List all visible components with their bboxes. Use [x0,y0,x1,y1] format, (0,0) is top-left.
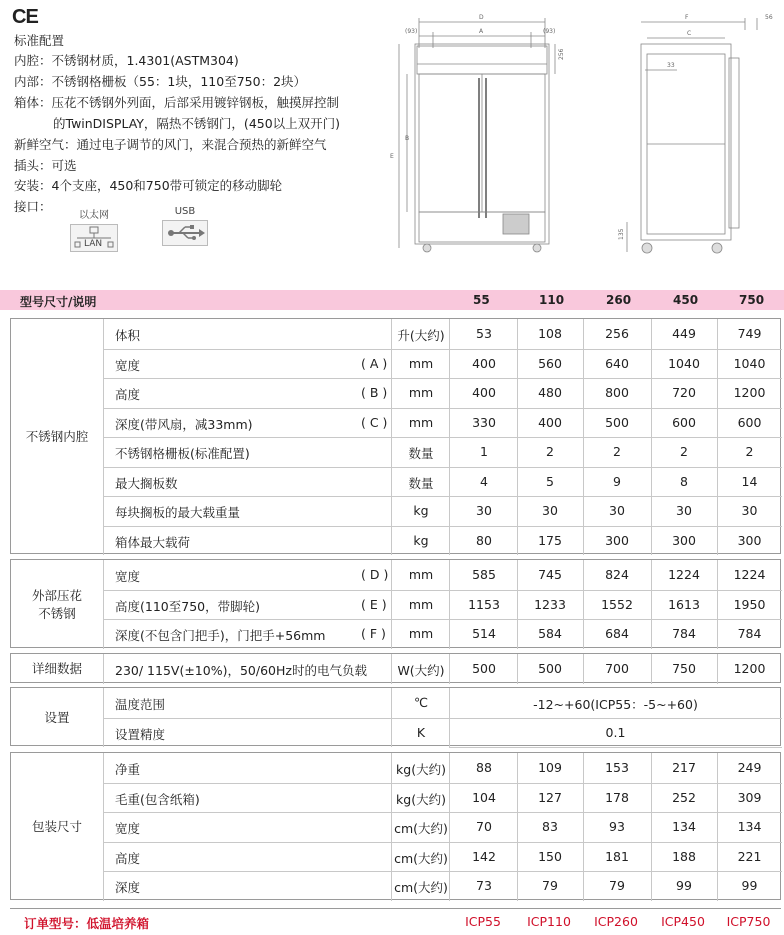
spec-line: 安装：4个支座，450和750带可锁定的移动脚轮 [14,178,283,193]
spec-title: 标准配置 [14,33,65,48]
row-unit: kg(大约) [396,792,446,807]
order-code: ICP450 [661,914,705,929]
header-model: 260 [606,293,632,307]
dim-E: E [390,153,394,160]
row-value: 784 [672,626,696,641]
row-value: 1613 [668,597,700,612]
row-unit: mm [408,356,434,371]
row-divider [449,747,782,748]
row-value: 560 [538,356,562,371]
row-value: 400 [472,356,496,371]
row-value: 1040 [668,356,700,371]
row-value: 142 [472,849,496,864]
row-value: 330 [472,415,496,430]
row-divider [103,871,782,872]
row-value: 30 [476,503,492,518]
row-value: 2 [745,444,754,459]
row-value: 1200 [733,385,766,400]
row-label: 宽度 [115,821,141,836]
row-code: ( A ) [361,356,388,371]
row-value: 30 [609,503,625,518]
row-value: 108 [538,326,562,341]
row-code: ( F ) [361,626,386,641]
row-label: 高度 [115,851,141,866]
row-value: 150 [538,849,562,864]
row-label: 宽度 [115,569,141,584]
row-value: 73 [476,878,492,893]
column-divider [391,753,392,901]
row-label: 不锈钢格栅板(标准配置) [115,446,250,461]
row-code: ( C ) [361,415,388,430]
row-value: 1950 [733,597,766,612]
row-value: 1233 [534,597,566,612]
row-value: 1 [480,444,488,459]
row-label: 高度 [115,387,141,402]
row-value: 684 [605,626,629,641]
order-code: ICP260 [594,914,638,929]
order-code: ICP55 [465,914,501,929]
dim-A: A [479,28,484,35]
row-value: 2 [680,444,688,459]
row-divider [103,619,782,620]
usb-label: USB [174,206,196,217]
row-value: 181 [605,849,629,864]
row-value: 300 [737,533,762,548]
row-label: 毛重(包含纸箱) [115,792,200,807]
row-value: 178 [605,790,629,805]
row-divider [103,526,782,527]
spec-line: 插头：可选 [14,158,77,173]
row-label: 深度(不包含门把手)，门把手+56mm [115,628,326,643]
ce-mark: CE [12,6,38,28]
dim-B: B [405,135,410,142]
row-value: 2 [546,444,554,459]
header-model: 55 [473,293,490,307]
row-divider [103,783,782,784]
row-unit: ℃ [413,695,429,710]
dim-33: 33 [667,62,675,69]
group-name: 不锈钢内腔 [25,429,89,444]
group-name: 详细数据 [31,661,82,676]
row-value: 585 [472,567,496,582]
dim-D: D [479,14,484,21]
row-value: 99 [676,878,692,893]
row-value: 449 [672,326,696,341]
row-value: 188 [672,849,696,864]
order-code: ICP110 [527,914,571,929]
row-divider [103,842,782,843]
table-group [10,687,781,746]
row-value: 800 [605,385,629,400]
table-group [10,752,781,900]
group-name: 设置 [44,709,70,725]
row-unit: W(大约) [397,663,445,678]
row-label: 体积 [115,328,141,343]
dim-135: 135 [618,228,625,240]
row-value: 1153 [468,597,500,612]
row-divider [103,349,782,350]
column-divider [449,753,450,901]
dim-256: 256 [558,48,565,60]
row-value: 104 [472,790,496,805]
row-label: 净重 [115,762,141,777]
column-divider [391,560,392,649]
dimension-drawing [390,8,780,258]
row-code: ( B ) [361,385,388,400]
row-label: 230/ 115V(±10%)，50/60Hz时的电气负载 [115,663,367,678]
column-divider [449,654,450,684]
row-value: 600 [672,415,696,430]
usb-icon [163,221,207,245]
row-value: 1200 [733,661,766,676]
row-value: 500 [605,415,629,430]
row-value: 640 [605,356,629,371]
row-unit: 数量 [408,476,434,491]
group-name: 包装尺寸 [31,819,82,834]
row-value: 175 [538,533,562,548]
row-value: 2 [613,444,621,459]
row-label: 深度(带风扇，减33mm) [115,417,253,432]
dim-F: F [685,14,689,21]
usb-port [162,206,208,246]
row-unit: cm(大约) [394,821,448,836]
row-value: 221 [737,849,762,864]
order-label: 订单型号：低温培养箱 [24,916,150,931]
row-value: 824 [605,567,629,582]
row-unit: mm [408,597,434,612]
row-unit: mm [408,626,434,641]
column-divider [391,654,392,684]
row-value: 749 [737,326,762,341]
column-divider [449,560,450,649]
row-divider [103,718,782,719]
row-divider [103,496,782,497]
row-unit: mm [408,567,434,582]
row-value: 400 [538,415,562,430]
row-value: 8 [680,474,688,489]
dim-93-left: (93) [405,28,418,35]
row-value: 30 [741,503,758,518]
row-value: 309 [737,790,762,805]
row-value: 70 [476,819,492,834]
row-value: 514 [472,626,496,641]
row-divider [103,437,782,438]
row-value: 14 [741,474,758,489]
row-value: 83 [542,819,558,834]
row-span-value: 0.1 [605,725,626,740]
row-value: 1224 [668,567,700,582]
row-value: 134 [672,819,696,834]
row-value: 79 [542,878,558,893]
row-value: 400 [472,385,496,400]
table-group [10,653,781,683]
row-value: 1224 [733,567,766,582]
row-value: 1040 [733,356,766,371]
row-unit: cm(大约) [394,880,448,895]
row-unit: cm(大约) [394,851,448,866]
row-value: 5 [546,474,554,489]
group-name: 外部压花 不锈钢 [31,587,82,621]
row-unit: 升(大约) [397,328,445,343]
row-value: 93 [609,819,625,834]
row-value: 153 [605,760,629,775]
column-divider [103,560,104,649]
row-code: ( D ) [361,567,389,582]
dim-56: 56 [765,14,773,21]
row-value: 4 [480,474,488,489]
row-span-value: -12~+60(ICP55：-5~+60) [533,697,698,712]
row-value: 30 [542,503,558,518]
ethernet-port [70,206,118,252]
header-model: 750 [739,293,765,307]
row-value: 79 [609,878,625,893]
row-value: 109 [538,760,562,775]
row-value: 745 [538,567,562,582]
row-unit: mm [408,415,434,430]
column-divider [103,654,104,684]
ethernet-label: 以太网 [79,210,109,221]
row-label: 箱体最大载荷 [115,535,191,550]
row-value: 249 [737,760,762,775]
row-value: 500 [538,661,562,676]
row-unit: mm [408,385,434,400]
row-code: ( E ) [361,597,387,612]
row-value: 127 [538,790,562,805]
row-value: 720 [672,385,696,400]
column-divider [103,753,104,901]
table-group [10,318,781,554]
row-unit: kg [413,533,429,548]
row-value: 500 [472,661,496,676]
row-divider [103,812,782,813]
lan-label: LAN [84,239,103,249]
row-divider [103,378,782,379]
header-label: 型号尺寸/说明 [20,295,97,309]
spec-line: 内部：不锈钢格栅板（55：1块，110至750：2块） [14,74,307,89]
row-unit: 数量 [408,446,434,461]
spec-line: 箱体：压花不锈钢外列面，后部采用镀锌钢板，触摸屏控制 [14,95,340,110]
header-model: 450 [673,293,699,307]
row-value: 750 [672,661,696,676]
dim-93-right: (93) [543,28,556,35]
header-model: 110 [539,293,565,307]
row-value: 53 [476,326,492,341]
row-value: 252 [672,790,696,805]
row-label: 每块搁板的最大载重量 [115,505,241,520]
row-value: 1552 [601,597,633,612]
order-code: ICP750 [726,914,771,929]
row-unit: kg(大约) [396,762,446,777]
row-value: 217 [672,760,696,775]
row-label: 最大搁板数 [115,476,178,491]
row-value: 30 [676,503,692,518]
row-value: 88 [476,760,492,775]
row-value: 600 [737,415,762,430]
row-value: 80 [476,533,492,548]
row-divider [103,408,782,409]
row-value: 99 [741,878,758,893]
table-group [10,559,781,648]
dim-C: C [687,30,692,37]
row-label: 深度 [115,880,141,895]
spec-line: 内腔：不锈钢材质，1.4301(ASTM304) [14,53,239,68]
row-value: 480 [538,385,562,400]
row-value: 700 [605,661,629,676]
row-label: 高度(110至750，带脚轮) [115,599,260,614]
spec-line: 接口： [14,199,52,214]
row-value: 9 [613,474,621,489]
spec-line: 新鲜空气：通过电子调节的风门，来混合预热的新鲜空气 [14,137,327,152]
row-divider [103,590,782,591]
row-unit: kg [413,503,429,518]
row-divider [103,467,782,468]
row-value: 134 [737,819,762,834]
row-value: 300 [672,533,696,548]
row-label: 宽度 [115,358,141,373]
row-value: 300 [605,533,629,548]
row-label: 温度范围 [115,697,166,712]
table-header [0,290,784,310]
spec-line: 的TwinDISPLAY，隔热不锈钢门，(450以上双开门) [53,116,341,131]
row-value: 584 [538,626,562,641]
row-value: 256 [605,326,629,341]
row-value: 784 [737,626,762,641]
row-unit: K [416,725,426,740]
row-label: 设置精度 [115,727,166,742]
